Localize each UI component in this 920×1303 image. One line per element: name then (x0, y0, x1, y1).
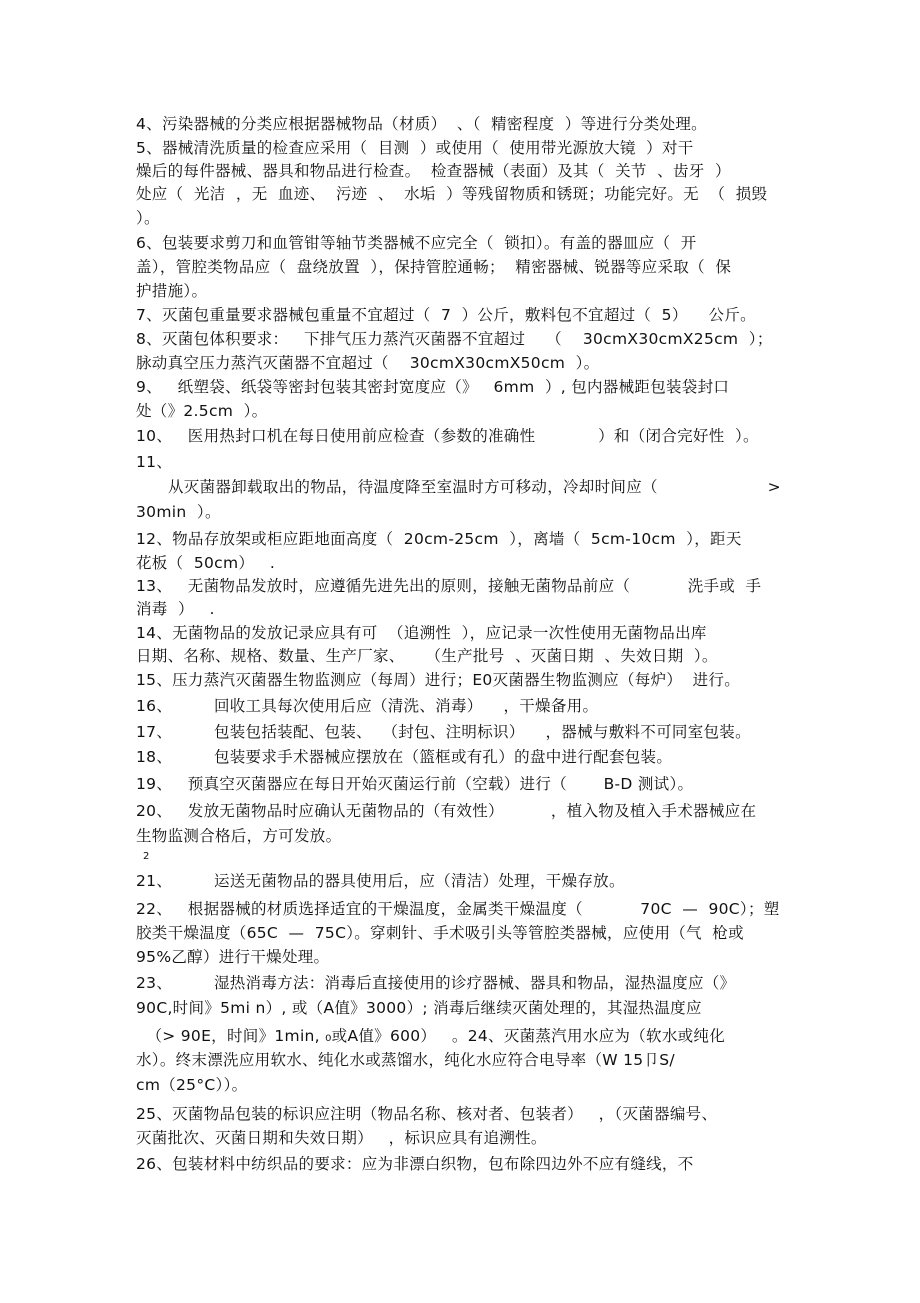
page-number: 2 (143, 851, 150, 862)
text-line: 日期、名称、规格、数量、生产厂家、 （生产批号 、灭菌日期 、失效日期 ）。 (136, 647, 718, 665)
text-line: 灭菌批次、灭菌日期和失效日期） ，标识应具有追溯性。 (136, 1129, 547, 1147)
text-line: 5、器械清洗质量的检查应采用（ 目测 ）或使用（ 使用带光源放大镜 ）对干 (136, 139, 694, 157)
text-line: 消毒 ） . (136, 600, 215, 618)
text-line: 盖），管腔类物品应（ 盘绕放置 ），保持管腔通畅； 精密器械、锐器等应采取（ 保 (136, 258, 732, 276)
text-line: 13、 无菌物品发放时，应遵循先进先出的原则，接触无菌物品前应（ 洗手或 手 (136, 577, 762, 595)
text-line: 7、灭菌包重量要求器械包重量不宜超过（ 7 ）公斤，敷料包不宜超过（ 5） 公斤。 (136, 306, 756, 324)
text-line: 17、 包装包括装配、包装、 （封包、注明标识） ，器械与敷料不可同室包装。 (136, 723, 751, 741)
text-line: 处（》2.5cm ）。 (136, 402, 268, 420)
text-line: 从灭菌器卸载取出的物品，待温度降至室温时方可移动，冷却时间应（ > (168, 478, 781, 496)
text-line: 20、 发放无菌物品时应确认无菌物品的（有效性） ，植入物及植入手术器械应在 (136, 802, 757, 820)
text-line: ）。 (136, 209, 160, 227)
text-line: 23、 湿热消毒方法：消毒后直接使用的诊疗器械、器具和物品，湿热温度应（》 (136, 974, 736, 992)
text-line: 10、 医用热封口机在每日使用前应检查（参数的准确性 ）和（闭合完好性 ）。 (136, 427, 759, 445)
text-line: 生物监测合格后，方可发放。 (136, 827, 342, 845)
text-line: 26、包装材料中纺织品的要求：应为非漂白织物，包布除四边外不应有缝线，不 (136, 1155, 694, 1173)
text-line: 19、 预真空灭菌器应在每日开始灭菌运行前（空载）进行（ B-D 测试）。 (136, 775, 694, 793)
text-line: 22、 根据器械的材质选择适宜的干燥温度，金属类干燥温度（ 70C — 90C）；塑 (136, 900, 780, 918)
text-line: 4、污染器械的分类应根据器械物品（材质） 、（ 精密程度 ）等进行分类处理。 (136, 115, 707, 133)
text-line: 18、 包装要求手术器械应摆放在（篮框或有孔）的盘中进行配套包装。 (136, 748, 673, 766)
text-line: 9、 纸塑袋、纸袋等密封包装其密封宽度应（》 6mm ）, 包内器械距包装袋封口 (136, 378, 730, 396)
text-line: 16、 回收工具每次使用后应（清洗、消毒） ，干燥备用。 (136, 697, 599, 715)
text-line: 21、 运送无菌物品的器具使用后，应（清洁）处理，干燥存放。 (136, 872, 625, 890)
text-line: 8、灭菌包体积要求： 下排气压力蒸汽灭菌器不宜超过 （ 30cmX30cmX25cm ）； (136, 330, 773, 348)
text-line: 护措施）。 (136, 282, 208, 300)
text-line: 12、物品存放架或柜应距地面高度（ 20cm-25cm ），离墙（ 5cm-10cm ），距天 (136, 530, 742, 548)
text-line: 95%乙醇）进行干燥处理。 (136, 948, 330, 966)
text-line: 脉动真空压力蒸汽灭菌器不宜超过（ 30cmX30cmX50cm ）。 (136, 354, 600, 372)
text-line: 6、包装要求剪刀和血管钳等轴节类器械不应完全（ 锁扣）。有盖的器皿应（ 开 (136, 234, 697, 252)
text-line: 90C,时间》5mi n）, 或（A值》3000）; 消毒后继续灭菌处理的，其湿热温度应 (136, 999, 702, 1017)
text-line: 11、 (136, 453, 173, 471)
text-line: 25、灭菌物品包装的标识应注明（物品名称、核对者、包装者） ，（灭菌器编号、 (136, 1105, 718, 1123)
text-line: 胶类干燥温度（65C — 75C）。穿刺针、手术吸引头等管腔类器械，应使用（气 枪或 (136, 924, 744, 942)
text-line: 14、无菌物品的发放记录应具有可 （追溯性 ），应记录一次性使用无菌物品出库 (136, 624, 707, 642)
text-line: 15、压力蒸汽灭菌器生物监测应（每周）进行；E0灭菌器生物监测应（每炉） 进行。 (136, 671, 741, 689)
text-line: 处应（ 光洁 ，无 血迹、 污迹 、 水垢 ）等残留物质和锈斑；功能完好。无 （ 损毁 (136, 185, 768, 203)
text-line: 水）。终末漂洗应用软水、纯化水或蒸馏水，纯化水应符合电导率（W 15卩S/ (136, 1051, 675, 1069)
text-line: cm（25°C））。 (136, 1076, 248, 1094)
text-line: （> 90E，时间》1min, ₀或A值》600） 。24、灭菌蒸汽用水应为（软水或纯化 (136, 1027, 726, 1045)
text-line: 花板（ 50cm） . (136, 554, 276, 572)
text-line: 30min ）。 (136, 503, 221, 521)
text-line: 燥后的每件器械、器具和物品进行检查。 检查器械（表面）及其（ 关节 、齿牙 ） (136, 162, 731, 180)
